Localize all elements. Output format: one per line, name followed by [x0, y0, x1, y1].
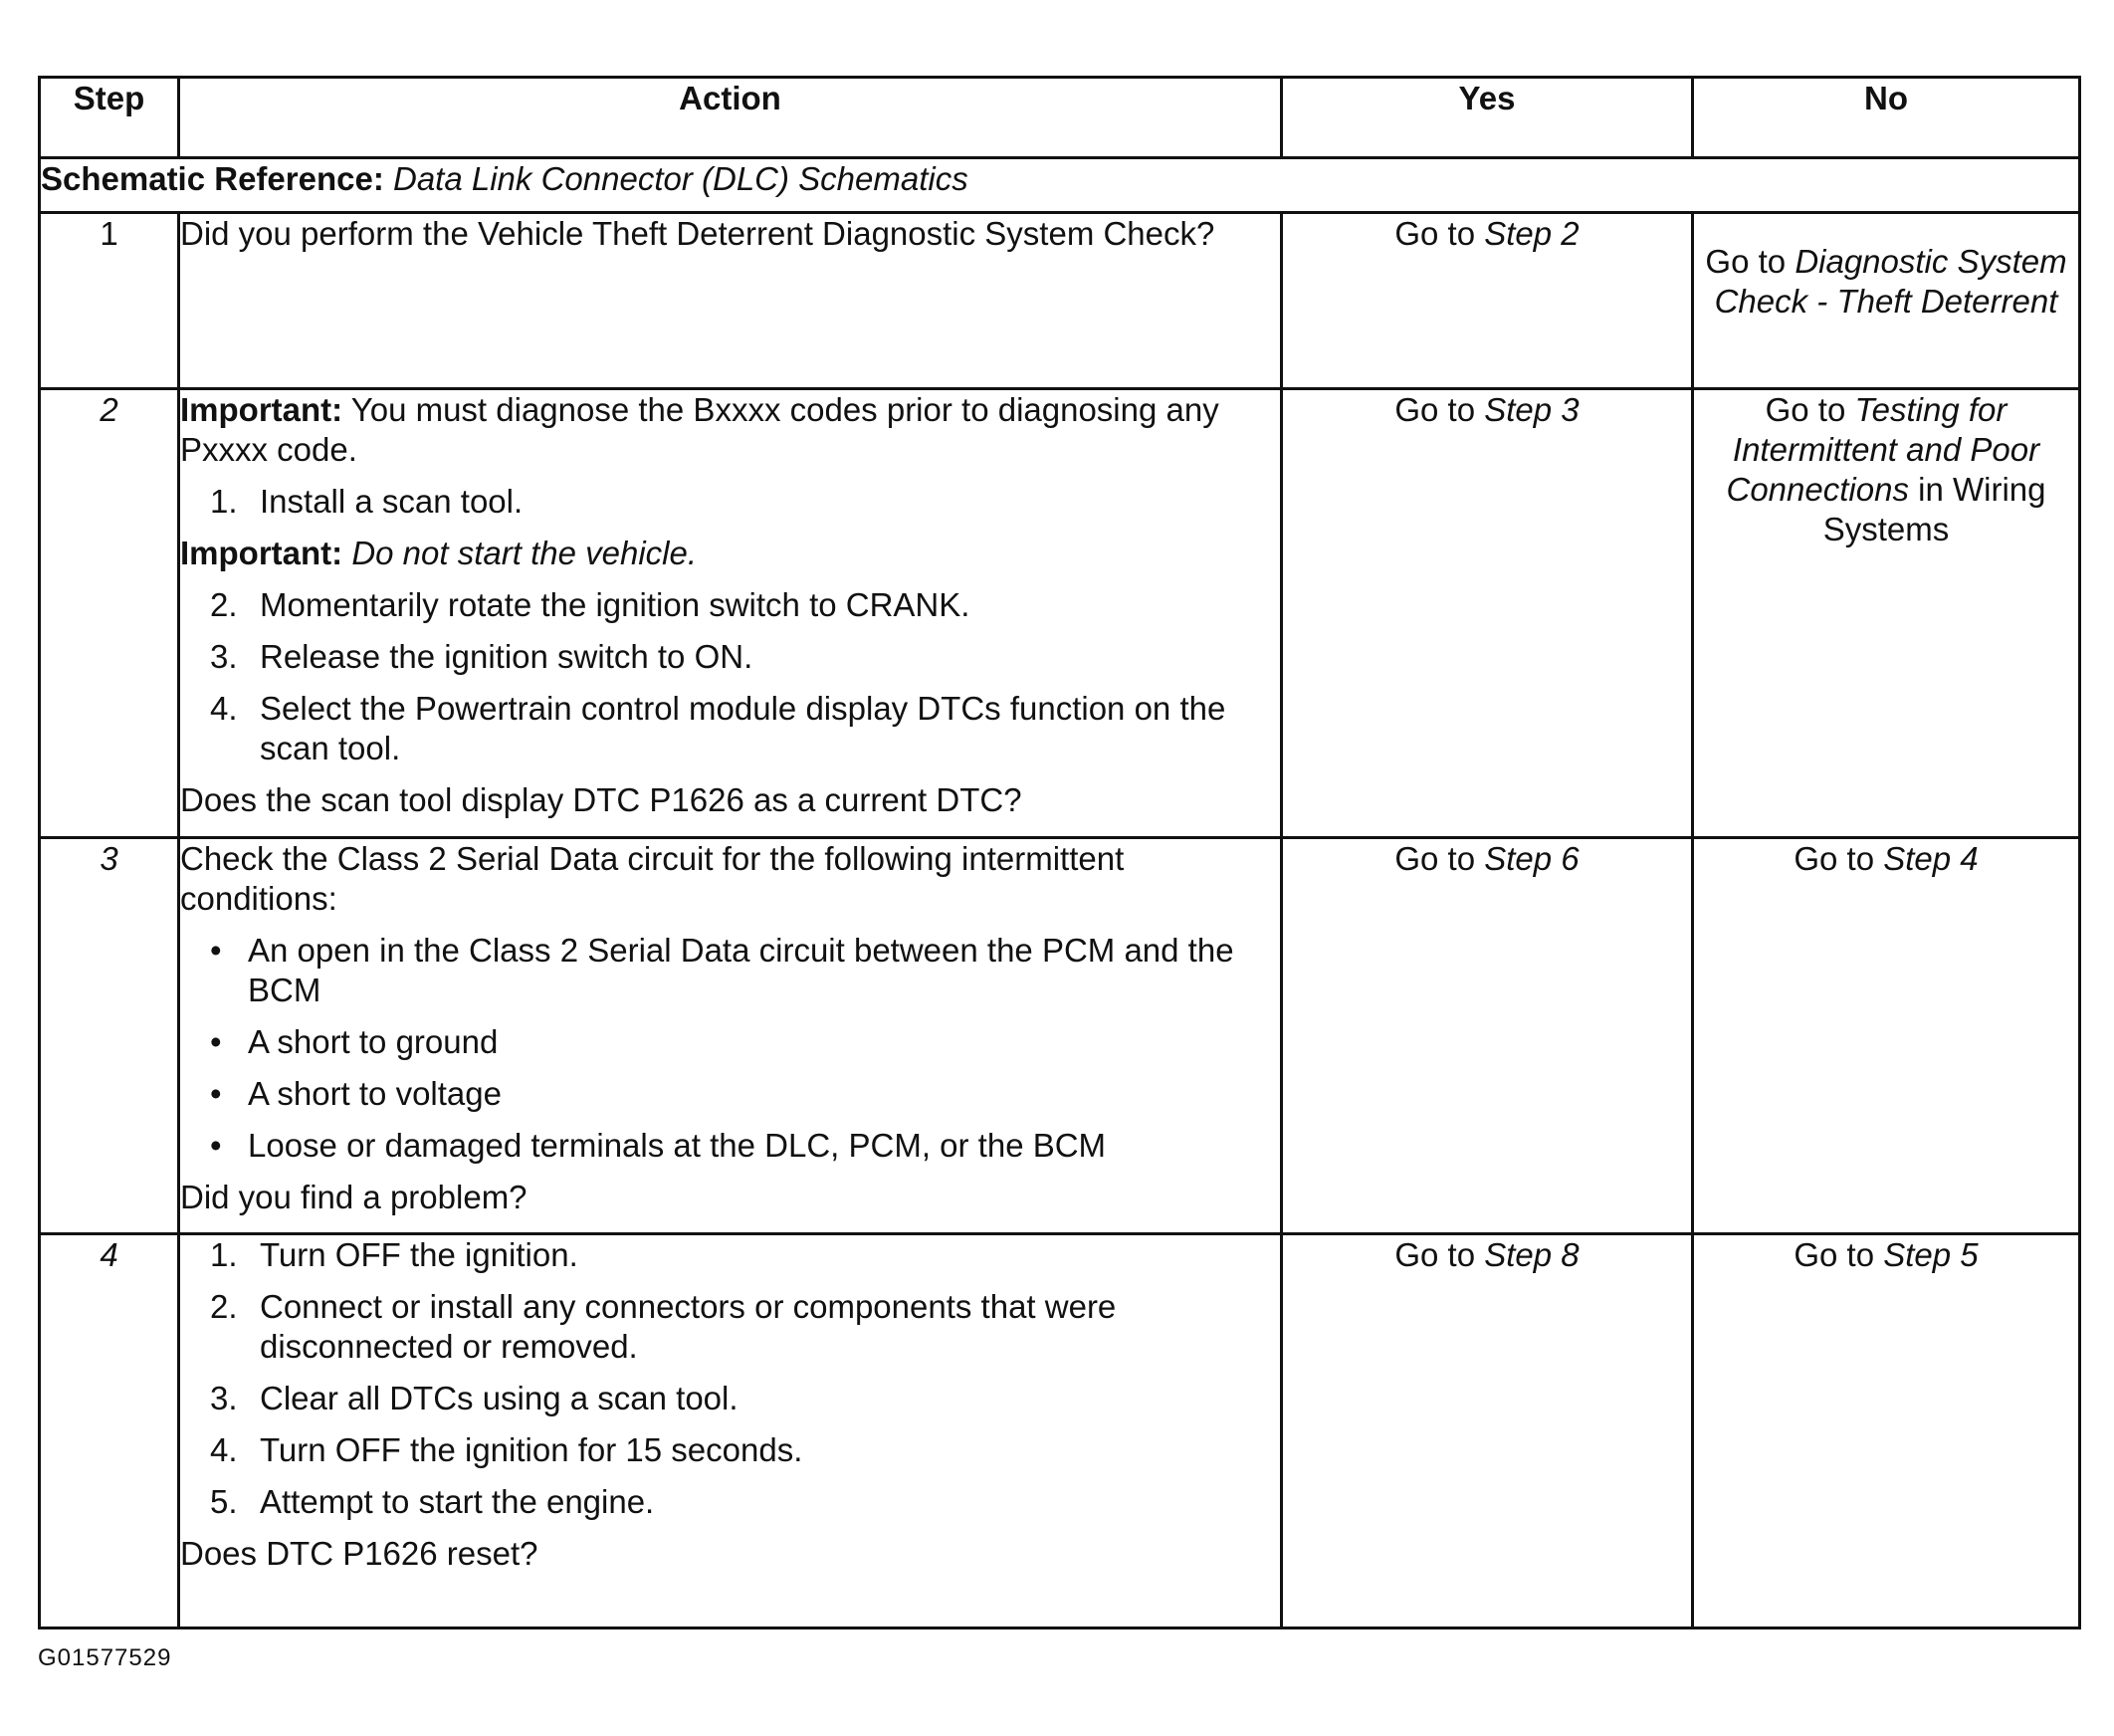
list-text: Turn OFF the ignition.	[260, 1236, 578, 1273]
list-marker: 2.	[210, 1288, 238, 1325]
yes-goto-link[interactable]	[1394, 1236, 1579, 1273]
list-marker: 1.	[210, 483, 238, 520]
action-cell	[179, 213, 1282, 389]
yes-cell	[1282, 213, 1693, 389]
header-yes: Yes	[1282, 78, 1693, 158]
no-cell	[1693, 213, 2080, 389]
list-item	[180, 1379, 1280, 1418]
bullet-item	[180, 1126, 1280, 1166]
list-text: Release the ignition switch to ON.	[260, 638, 753, 675]
bullet-text: A short to ground	[248, 1023, 499, 1060]
schematic-reference-label: Schematic Reference:	[41, 160, 384, 197]
list-text: Connect or install any connectors or components that were disconnected or removed.	[260, 1288, 1117, 1365]
step-number: 2	[40, 389, 179, 838]
yes-cell	[1282, 838, 1693, 1234]
list-item	[180, 1482, 1280, 1522]
list-marker: 4.	[210, 690, 238, 727]
action-cell	[179, 838, 1282, 1234]
no-goto-link[interactable]	[1794, 840, 1978, 877]
goto-target: Testing for Intermittent and Poor Connections	[1726, 391, 2040, 508]
bullet-text: An open in the Class 2 Serial Data circuit between the PCM and the BCM	[248, 932, 1234, 1008]
header-step: Step	[40, 78, 179, 158]
goto-prefix: Go to	[1765, 391, 1846, 428]
goto-mid: in	[1918, 471, 1944, 508]
goto-target: Step 2	[1484, 215, 1580, 252]
no-cell	[1693, 1234, 2080, 1628]
bullet-marker: •	[210, 1127, 222, 1164]
action-cell	[179, 1234, 1282, 1628]
goto-prefix: Go to	[1705, 243, 1787, 280]
important-label: Important:	[180, 391, 343, 428]
header-row	[40, 78, 2080, 158]
list-marker: 4.	[210, 1431, 238, 1468]
list-marker: 1.	[210, 1236, 238, 1273]
important-text: Do not start the vehicle.	[351, 535, 698, 571]
step-question: Did you find a problem?	[180, 1179, 528, 1215]
goto-prefix: Go to	[1394, 1236, 1476, 1273]
list-text: Momentarily rotate the ignition switch to CRANK.	[260, 586, 970, 623]
list-text: Install a scan tool.	[260, 483, 524, 520]
list-text: Clear all DTCs using a scan tool.	[260, 1380, 739, 1416]
list-item	[180, 1287, 1280, 1367]
table-row-step-1	[40, 213, 2080, 389]
action-cell	[179, 389, 1282, 838]
diagnostic-table	[38, 76, 2081, 1629]
important-note	[180, 534, 1280, 573]
goto-target: Step 5	[1883, 1236, 1979, 1273]
goto-target: Step 4	[1883, 840, 1979, 877]
figure-id: G01577529	[38, 1644, 172, 1671]
table-row-step-2	[40, 389, 2080, 838]
bullet-marker: •	[210, 1075, 222, 1112]
yes-cell	[1282, 389, 1693, 838]
step-question: Does DTC P1626 reset?	[180, 1535, 538, 1572]
bullet-text: A short to voltage	[248, 1075, 502, 1112]
list-item	[180, 1430, 1280, 1470]
no-goto-link[interactable]	[1794, 1236, 1978, 1273]
list-marker: 2.	[210, 586, 238, 623]
no-goto-link[interactable]	[1705, 243, 2066, 320]
bullet-item	[180, 931, 1280, 1010]
yes-goto-link[interactable]	[1394, 215, 1579, 252]
list-marker: 5.	[210, 1483, 238, 1520]
goto-target: Step 8	[1484, 1236, 1580, 1273]
list-item	[180, 585, 1280, 625]
important-text: You must diagnose the Bxxxx codes prior to diagnosing any Pxxxx code.	[180, 391, 1219, 468]
table-row-step-4	[40, 1234, 2080, 1628]
no-cell	[1693, 389, 2080, 838]
goto-prefix: Go to	[1794, 1236, 1875, 1273]
schematic-reference-cell	[40, 158, 2080, 213]
goto-target: Step 6	[1484, 840, 1580, 877]
list-text: Turn OFF the ignition for 15 seconds.	[260, 1431, 803, 1468]
table-row-step-3	[40, 838, 2080, 1234]
goto-prefix: Go to	[1394, 391, 1476, 428]
no-goto-link[interactable]	[1727, 391, 2046, 547]
list-marker: 3.	[210, 638, 238, 675]
bullet-marker: •	[210, 1023, 222, 1060]
schematic-reference-row	[40, 158, 2080, 213]
bullet-item	[180, 1074, 1280, 1114]
step-question: Does the scan tool display DTC P1626 as a current DTC?	[180, 781, 1022, 818]
header-action: Action	[179, 78, 1282, 158]
schematic-reference-link[interactable]: Data Link Connector (DLC) Schematics	[393, 160, 968, 197]
goto-prefix: Go to	[1794, 840, 1875, 877]
list-text: Select the Powertrain control module display DTCs function on the scan tool.	[260, 690, 1226, 766]
list-text: Attempt to start the engine.	[260, 1483, 655, 1520]
diagnostic-table-sheet	[38, 76, 2078, 1629]
yes-cell	[1282, 1234, 1693, 1628]
no-cell	[1693, 838, 2080, 1234]
list-item	[180, 482, 1280, 522]
goto-prefix: Go to	[1394, 840, 1476, 877]
goto-suffix: Wiring Systems	[1822, 471, 2046, 547]
step-number: 4	[40, 1234, 179, 1628]
important-label: Important:	[180, 535, 343, 571]
important-note	[180, 390, 1280, 470]
step-number: 1	[40, 213, 179, 389]
step-number: 3	[40, 838, 179, 1234]
step-intro: Check the Class 2 Serial Data circuit for the following intermittent conditions:	[180, 840, 1125, 917]
goto-target: Step 3	[1484, 391, 1580, 428]
yes-goto-link[interactable]	[1394, 391, 1579, 428]
header-no: No	[1693, 78, 2080, 158]
goto-target: Diagnostic System Check - Theft Deterrent	[1714, 243, 2067, 320]
list-item	[180, 689, 1280, 768]
goto-prefix: Go to	[1394, 215, 1476, 252]
bullet-marker: •	[210, 932, 222, 969]
bullet-item	[180, 1022, 1280, 1062]
yes-goto-link[interactable]	[1394, 840, 1579, 877]
step-question: Did you perform the Vehicle Theft Deterrent Diagnostic System Check?	[180, 215, 1215, 252]
list-marker: 3.	[210, 1380, 238, 1416]
list-item	[180, 637, 1280, 677]
list-item	[180, 1235, 1280, 1275]
bullet-text: Loose or damaged terminals at the DLC, PCM, or the BCM	[248, 1127, 1107, 1164]
